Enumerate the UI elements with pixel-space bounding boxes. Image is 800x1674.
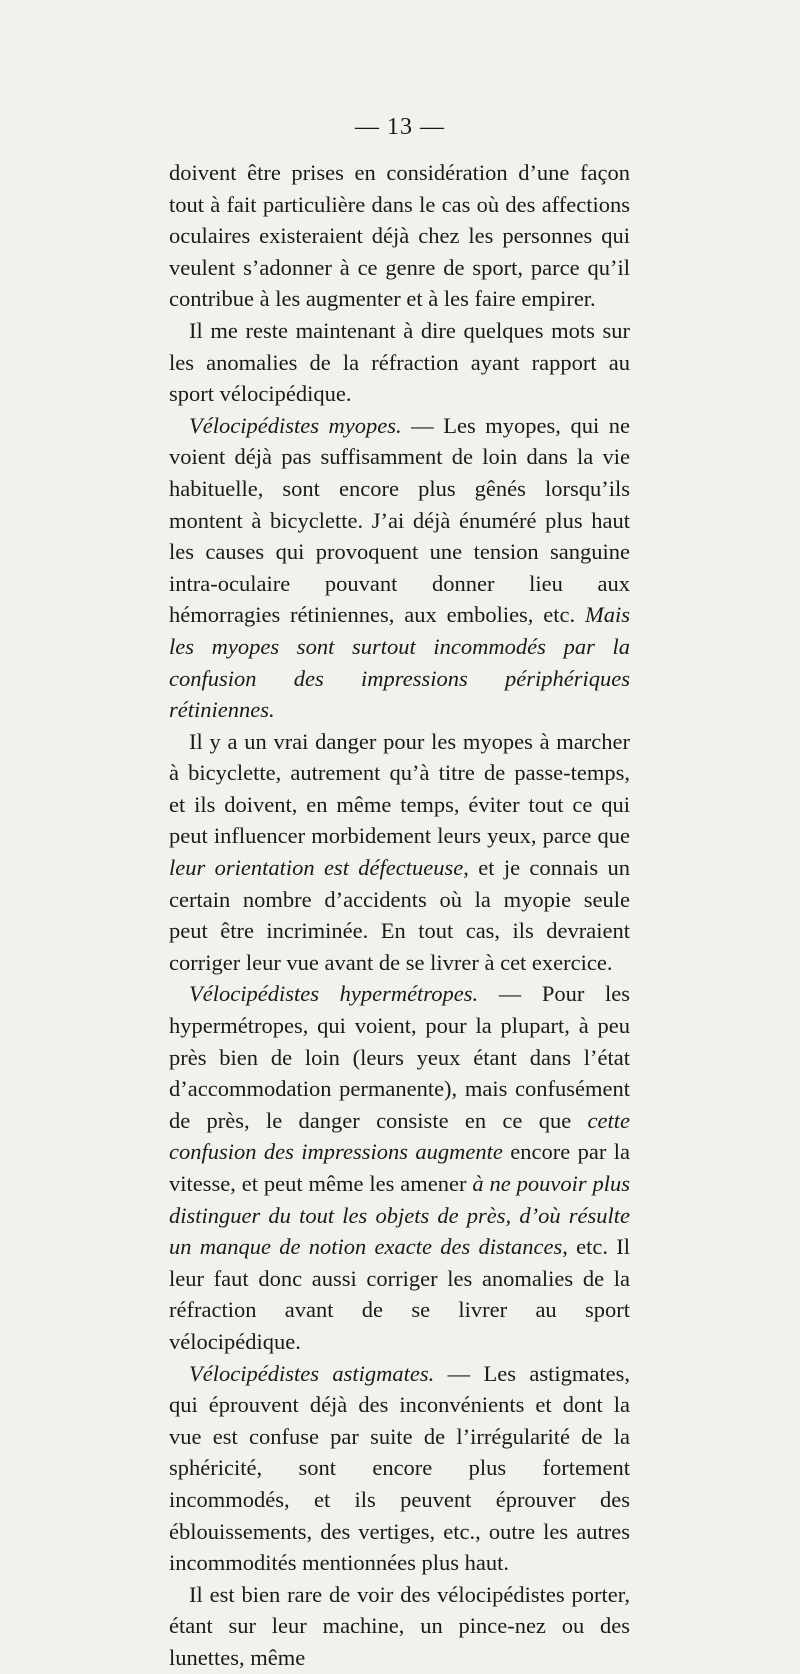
italic-run: à ne pouvoir plus distinguer du tout les objets de près, d’où résulte un manque de notion exacte des distances bbox=[169, 1171, 630, 1260]
italic-run: cette confusion des impressions augmente bbox=[169, 1107, 630, 1165]
text-run: — Les myopes, qui ne voient déjà pas suffisamment de loin dans la vie habituelle, sont encore plus gênés lorsqu’ils montent à bicyclette. J’ai déjà énuméré plus haut les causes qui provoquent une tension sanguine intra-oculaire pouvant donner lieu aux hémorragies rétiniennes, aux embolies, etc. bbox=[169, 412, 631, 628]
text-run: doivent être prises en considération d’une façon tout à fait particulière dans le cas où des affections oculaires existeraient déjà chez les personnes qui veulent s’adonner à ce genre de sport, parce qu’il contribue à les augmenter et à les faire empirer. bbox=[169, 160, 630, 312]
paragraph-2 bbox=[169, 315, 630, 410]
text-run: , etc. Il leur faut donc aussi corriger les anomalies de la réfraction avant de se livrer au sport vélocipédique. bbox=[169, 1234, 630, 1354]
text-run: encore par la vitesse, et peut même les amener bbox=[169, 1139, 630, 1196]
paragraph-1 bbox=[169, 157, 630, 315]
text-run: Il est bien rare de voir des vélocipédistes porter, étant sur leur machine, un pince-nez ou des lunettes, même bbox=[169, 1581, 630, 1670]
text-run: Il me reste maintenant à dire quelques mots sur les anomalies de la réfraction ayant rapport au sport vélocipédique. bbox=[169, 317, 630, 407]
italic-run: Mais les myopes sont surtout incommodés par la confusion des impressions périphériques rétiniennes. bbox=[169, 602, 630, 723]
section-heading-hypermetropes: Vélocipédistes hypermétropes. bbox=[189, 981, 479, 1007]
page-number: — 13 — bbox=[355, 114, 445, 140]
paragraph-4 bbox=[169, 726, 630, 979]
text-run: — Pour les hypermétropes, qui voient, pour la plupart, à peu près bien de loin (leurs yeux étant dans l’état d’accommodation permanente), mais confusément de près, le danger consiste en ce que bbox=[169, 981, 631, 1133]
paragraph-6 bbox=[169, 1358, 630, 1579]
section-heading-astigmates: Vélocipédistes astigmates. bbox=[189, 1360, 435, 1386]
section-heading-myopes: Vélocipédistes myopes. bbox=[189, 412, 402, 438]
paragraph-3 bbox=[169, 410, 630, 726]
paragraph-5 bbox=[169, 978, 630, 1357]
body-text bbox=[169, 157, 630, 1674]
text-run: , et je connais un certain nombre d’accidents où la myopie seule peut être incriminée. En tout cas, ils devraient corriger leur vue avant de se livrer à cet exercice. bbox=[169, 855, 630, 975]
text-run: — Les astigmates, qui éprouvent déjà des inconvénients et dont la vue est confuse par suite de l’irrégularité de la sphéricité, sont encore plus fortement incommodés, et ils peuvent éprouver des éblouissements, des vertiges, etc., outre les autres incommodités mentionnées plus haut. bbox=[169, 1360, 630, 1576]
italic-run: leur orientation est défectueuse bbox=[169, 855, 464, 881]
paragraph-7 bbox=[169, 1579, 630, 1674]
text-run: Il y a un vrai danger pour les myopes à marcher à bicyclette, autrement qu’à titre de passe-temps, et ils doivent, en même temps, éviter tout ce qui peut influencer morbidement leurs yeux, parce que bbox=[169, 728, 630, 849]
